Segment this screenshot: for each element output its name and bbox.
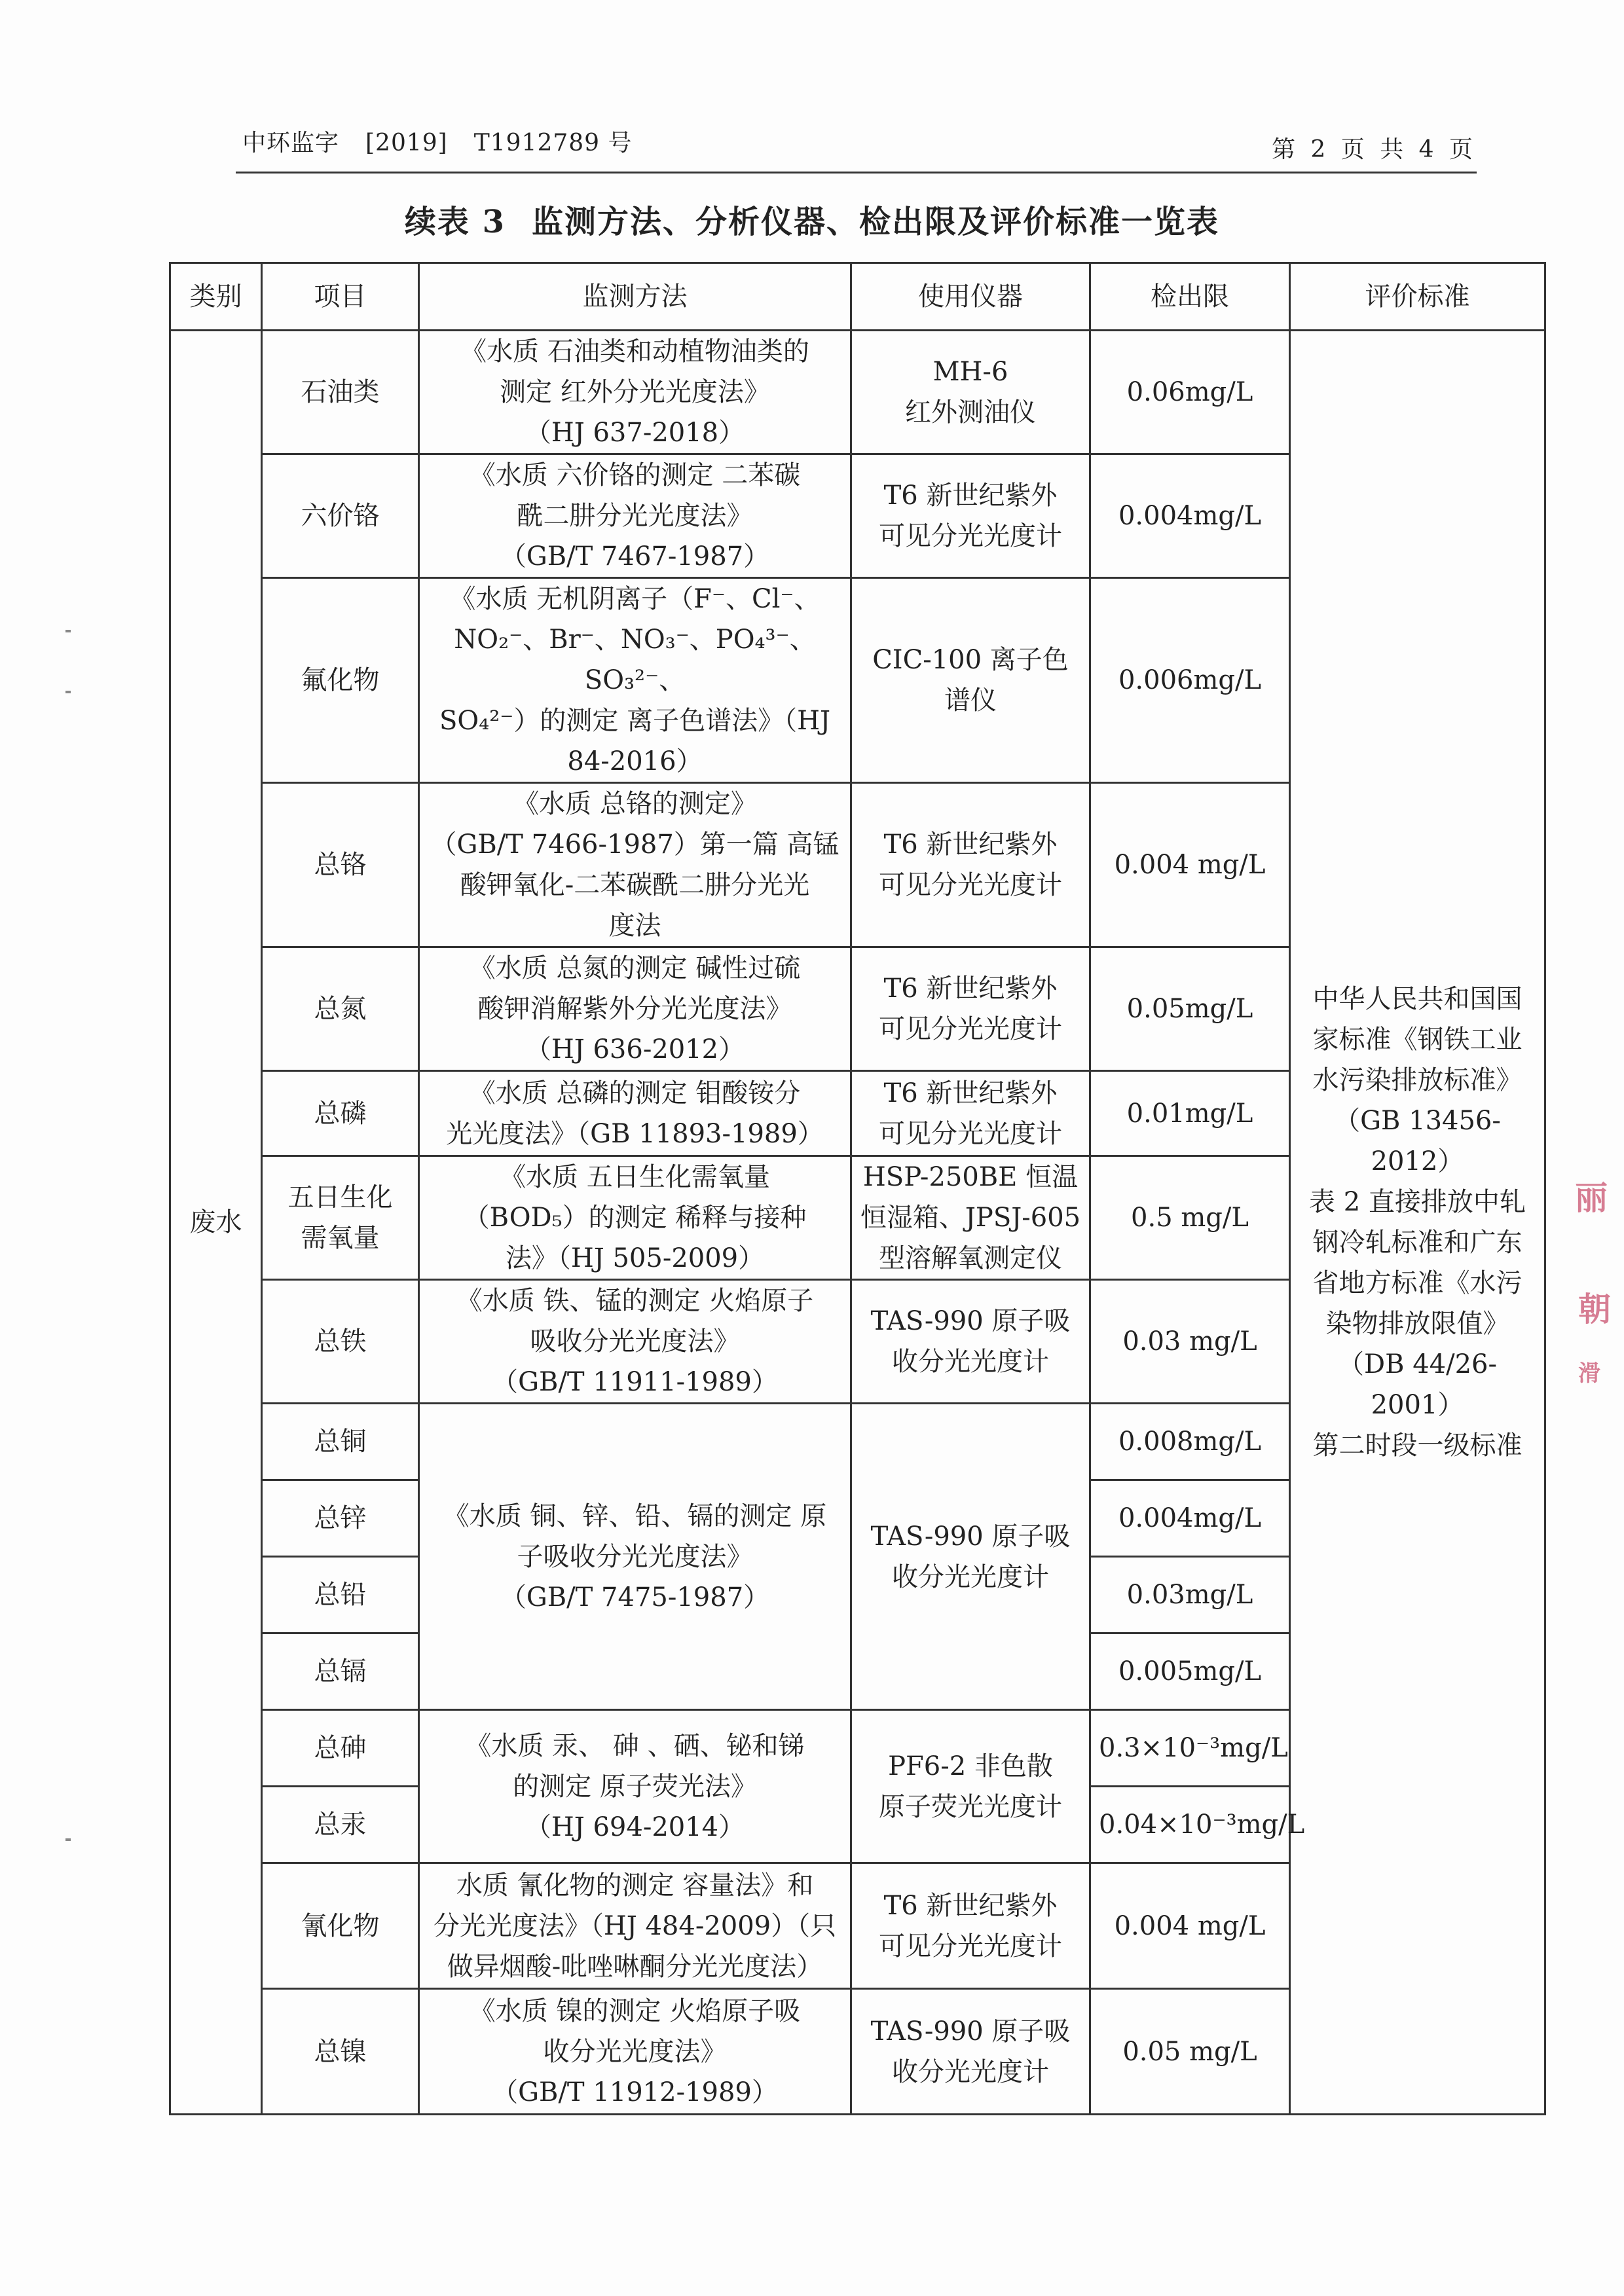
scan-mark (65, 1838, 71, 1841)
evaluation-standard-cell-line: 钢冷轧标准和广东 (1312, 1228, 1522, 1258)
document-number (242, 124, 659, 158)
method-cell-line: 《水质 六价铬的测定 二苯碳 (469, 460, 801, 490)
method-cell-line: 酸钾消解紫外分光光度法》 (477, 994, 792, 1024)
scan-mark (65, 691, 71, 693)
instrument-cell-line: 可见分光光度计 (879, 1014, 1062, 1044)
method-cell-line: （HJ 637-2018） (525, 418, 745, 448)
instrument-cell-line: 恒湿箱、JPSJ-605 (860, 1203, 1081, 1233)
evaluation-standard-cell-line: 家标准《钢铁工业 (1312, 1025, 1522, 1055)
method-cell-line: 光光度法》（GB 11893-1989） (446, 1118, 824, 1149)
evaluation-standard-cell-line: 染物排放限值》 (1325, 1309, 1509, 1339)
method-cell-line: 《水质 五日生化需氧量 (500, 1162, 770, 1192)
method-cell-line: （GB/T 7475-1987） (500, 1582, 770, 1613)
header-category: 类别 (170, 263, 262, 331)
instrument-cell-line: 红外测油仪 (905, 397, 1036, 428)
method-cell-line: 《水质 总铬的测定》 (513, 789, 757, 819)
table-row (170, 331, 1545, 454)
header-evaluation-standard: 评价标准 (1290, 263, 1545, 331)
item-cell-line: 五日生化 (287, 1182, 393, 1212)
instrument-cell (851, 331, 1090, 454)
method-cell (419, 1071, 851, 1156)
method-cell-line: （BOD₅）的测定 稀释与接种 (463, 1203, 807, 1233)
instrument-cell-line: PF6-2 非色散 (888, 1751, 1053, 1781)
detection-limit-cell: 0.03 mg/L (1090, 1280, 1290, 1404)
method-cell-line: （GB/T 7467-1987） (500, 541, 770, 572)
evaluation-standard-cell-line: 表 2 直接排放中轧 (1309, 1187, 1526, 1217)
method-cell-line: 《水质 总磷的测定 钼酸铵分 (469, 1078, 801, 1108)
instrument-cell (851, 1404, 1090, 1710)
item-cell: 氟化物 (262, 578, 419, 783)
detection-limit-cell: 0.005mg/L (1090, 1633, 1290, 1710)
instrument-cell (851, 1710, 1090, 1863)
method-cell-line: SO₄²⁻）的测定 离子色谱法》（HJ (439, 706, 830, 736)
table-title-text: 监测方法、分析仪器、检出限及评价标准一览表 (532, 204, 1220, 240)
method-cell (419, 783, 851, 947)
instrument-cell (851, 1280, 1090, 1404)
header-method: 监测方法 (419, 263, 851, 331)
detection-limit-cell: 0.004mg/L (1090, 1480, 1290, 1557)
method-cell (419, 331, 851, 454)
category-cell: 废水 (170, 331, 262, 2115)
method-cell-line: 《水质 石油类和动植物油类的 (460, 337, 809, 367)
method-cell-line: 收分光光度法》 (543, 2036, 727, 2067)
method-cell-line: 《水质 铁、锰的测定 火焰原子 (456, 1286, 814, 1316)
evaluation-standard-cell-line: 第二时段一级标准 (1312, 1430, 1522, 1461)
instrument-cell (851, 1071, 1090, 1156)
detection-limit-cell: 0.004 mg/L (1090, 783, 1290, 947)
detection-limit-cell: 0.5 mg/L (1090, 1156, 1290, 1280)
item-cell: 总氮 (262, 947, 419, 1071)
header-detection-limit: 检出限 (1090, 263, 1290, 331)
method-cell-line: （GB/T 11912-1989） (492, 2077, 778, 2107)
method-cell-line: 吸收分光光度法》 (530, 1326, 740, 1357)
red-seal-stamp-fragment-3: 滑 (1578, 1360, 1600, 1387)
doc-year: [2019] (365, 130, 448, 156)
instrument-cell-line: HSP-250BE 恒温 (862, 1162, 1079, 1192)
item-cell: 总锌 (262, 1480, 419, 1557)
method-cell-line: NO₂⁻、Br⁻、NO₃⁻、PO₄³⁻、SO₃²⁻、 (454, 625, 816, 695)
method-cell (419, 578, 851, 783)
instrument-cell (851, 578, 1090, 783)
red-seal-stamp-fragment-2: 朝 (1578, 1290, 1611, 1328)
instrument-cell-line: 可见分光光度计 (879, 1118, 1062, 1149)
instrument-cell (851, 1863, 1090, 1989)
item-cell: 总铁 (262, 1280, 419, 1404)
method-cell (419, 947, 851, 1071)
instrument-cell-line: 可见分光光度计 (879, 521, 1062, 551)
item-cell: 石油类 (262, 331, 419, 454)
instrument-cell (851, 783, 1090, 947)
instrument-cell-line: TAS-990 原子吸 (870, 2016, 1071, 2047)
item-cell: 总镉 (262, 1633, 419, 1710)
evaluation-standard-cell-line: （GB 13456-2012） (1334, 1106, 1501, 1176)
page-info: 第 2 页 共 4 页 (1271, 136, 1477, 163)
header-instrument: 使用仪器 (851, 263, 1090, 331)
detection-limit-cell: 0.04×10⁻³mg/L (1090, 1787, 1290, 1863)
method-cell-line: 法》（HJ 505-2009） (505, 1243, 765, 1273)
method-cell-line: （GB/T 7466-1987）第一篇 高锰 (430, 829, 840, 860)
method-cell-line: （HJ 694-2014） (525, 1812, 745, 1842)
instrument-cell-line: 收分光光度计 (892, 2056, 1049, 2087)
doc-prefix: 中环监字 (242, 130, 340, 156)
item-cell: 总磷 (262, 1071, 419, 1156)
instrument-cell-line: 可见分光光度计 (879, 1931, 1062, 1961)
method-cell-line: 做异烟酸-吡唑啉酮分光光度法） (447, 1951, 823, 1982)
method-cell-line: 度法 (608, 911, 661, 941)
instrument-cell (851, 1156, 1090, 1280)
item-cell: 总铅 (262, 1557, 419, 1633)
instrument-cell-line: 收分光光度计 (892, 1561, 1049, 1592)
header-divider (236, 172, 1477, 173)
detection-limit-cell: 0.004 mg/L (1090, 1863, 1290, 1989)
method-cell (419, 1863, 851, 1989)
instrument-cell-line: 可见分光光度计 (879, 870, 1062, 900)
instrument-cell (851, 1989, 1090, 2115)
method-cell (419, 454, 851, 578)
detection-limit-cell: 0.004mg/L (1090, 454, 1290, 578)
instrument-cell-line: T6 新世纪紫外 (883, 481, 1058, 511)
evaluation-standard-cell (1290, 331, 1545, 2115)
method-cell-line: 《水质 总氮的测定 碱性过硫 (469, 953, 801, 983)
detection-limit-cell: 0.05 mg/L (1090, 1989, 1290, 2115)
instrument-cell (851, 454, 1090, 578)
instrument-cell-line: T6 新世纪紫外 (883, 1078, 1058, 1108)
method-cell (419, 1156, 851, 1280)
method-cell-line: 《水质 汞、 砷 、硒、铋和锑 (465, 1730, 805, 1761)
method-cell-line: 酸钾氧化-二苯碳酰二肼分光光 (460, 870, 810, 900)
method-cell (419, 1280, 851, 1404)
item-cell: 总铬 (262, 783, 419, 947)
table-header-row (170, 263, 1545, 331)
method-cell-line: 《水质 铜、锌、铅、镉的测定 原 (443, 1501, 827, 1531)
evaluation-standard-cell-line: 水污染排放标准》 (1312, 1065, 1522, 1095)
table-number: 续表 3 (404, 204, 506, 240)
instrument-cell-line: TAS-990 原子吸 (870, 1521, 1071, 1552)
method-cell-line: 《水质 无机阴离子（F⁻、Cl⁻、 (449, 584, 821, 614)
red-seal-stamp-fragment-1: 丽 (1575, 1178, 1608, 1217)
header-item: 项目 (262, 263, 419, 331)
method-cell-line: （HJ 636-2012） (525, 1034, 745, 1065)
method-cell (419, 1989, 851, 2115)
evaluation-standard-cell-line: （DB 44/26-2001） (1338, 1349, 1497, 1420)
instrument-cell-line: 型溶解氧测定仪 (879, 1243, 1062, 1273)
detection-limit-cell: 0.06mg/L (1090, 331, 1290, 454)
instrument-cell (851, 947, 1090, 1071)
method-cell-line: （GB/T 11911-1989） (492, 1367, 778, 1397)
item-cell: 六价铬 (262, 454, 419, 578)
scan-mark (65, 630, 71, 632)
evaluation-standard-cell-line: 中华人民共和国国 (1312, 984, 1522, 1014)
item-cell: 总镍 (262, 1989, 419, 2115)
item-cell (262, 1156, 419, 1280)
detection-limit-cell: 0.03mg/L (1090, 1557, 1290, 1633)
instrument-cell-line: T6 新世纪紫外 (883, 1890, 1058, 1921)
method-cell (419, 1710, 851, 1863)
doc-number: T1912789 号 (473, 130, 633, 156)
method-cell-line: 分光光度法》（HJ 484-2009）（只 (433, 1910, 837, 1941)
method-cell-line: 子吸收分光光度法》 (517, 1541, 753, 1572)
instrument-cell-line: 原子荧光光度计 (879, 1791, 1062, 1822)
method-cell-line: 酰二肼分光光度法》 (517, 501, 753, 531)
instrument-cell-line: 谱仪 (944, 685, 997, 716)
detection-limit-cell: 0.01mg/L (1090, 1071, 1290, 1156)
item-cell: 总铜 (262, 1404, 419, 1480)
item-cell: 氰化物 (262, 1863, 419, 1989)
method-cell-line: 《水质 镍的测定 火焰原子吸 (469, 1995, 801, 2026)
instrument-cell-line: CIC-100 离子色 (872, 645, 1069, 675)
method-cell-line: 水质 氰化物的测定 容量法》和 (456, 1870, 814, 1901)
method-cell-line: 测定 红外分光光度法》 (500, 377, 770, 407)
item-cell-line: 需氧量 (301, 1223, 380, 1253)
instrument-cell-line: T6 新世纪紫外 (883, 829, 1058, 860)
method-cell-line: 84-2016） (567, 746, 703, 776)
instrument-cell-line: 收分光光度计 (892, 1347, 1049, 1377)
monitoring-methods-table (169, 262, 1546, 2115)
instrument-cell-line: TAS-990 原子吸 (870, 1306, 1071, 1336)
item-cell: 总砷 (262, 1710, 419, 1787)
detection-limit-cell: 0.006mg/L (1090, 578, 1290, 783)
detection-limit-cell: 0.3×10⁻³mg/L (1090, 1710, 1290, 1787)
instrument-cell-line: MH-6 (932, 357, 1008, 387)
table-title (0, 196, 1624, 242)
evaluation-standard-cell-line: 省地方标准《水污 (1312, 1268, 1522, 1298)
method-cell (419, 1404, 851, 1710)
instrument-cell-line: T6 新世纪紫外 (883, 974, 1058, 1004)
detection-limit-cell: 0.008mg/L (1090, 1404, 1290, 1480)
item-cell: 总汞 (262, 1787, 419, 1863)
detection-limit-cell: 0.05mg/L (1090, 947, 1290, 1071)
method-cell-line: 的测定 原子荧光法》 (513, 1771, 757, 1802)
